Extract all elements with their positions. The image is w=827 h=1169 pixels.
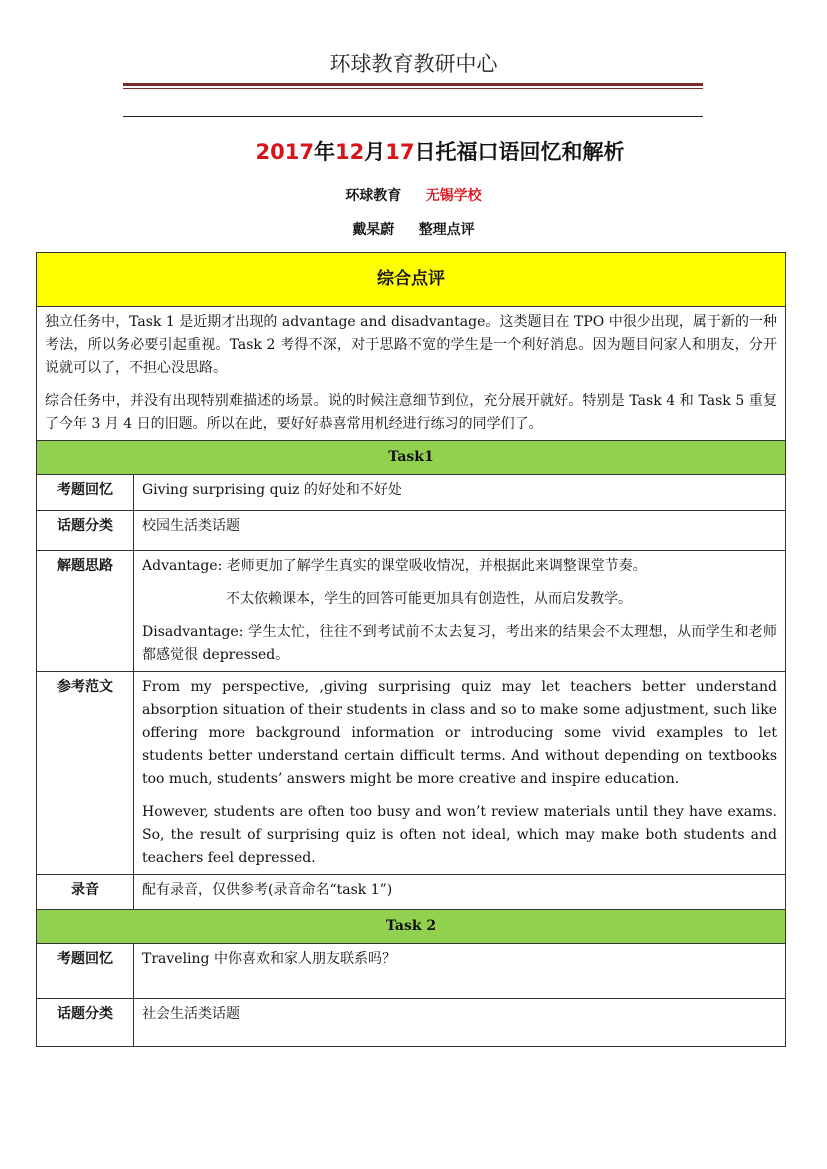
advantage-2: 不太依赖课本，学生的回答可能更加具有创造性，从而启发教学。 (226, 591, 632, 607)
task1-audio[interactable]: 配有录音，仅供参考(录音命名“task 1”) (134, 875, 786, 910)
label: 录音 (37, 875, 134, 910)
divider (123, 116, 703, 117)
org-name: 环球教育 (345, 188, 402, 204)
author-line (0, 219, 827, 239)
task1-category: 校园生活类话题 (134, 511, 786, 551)
advantage-1: Advantage: 老师更加了解学生真实的课堂吸收情况，并根据此来调整课堂节奏。 (142, 558, 647, 574)
label: 考题回忆 (37, 475, 134, 511)
task2-category: 社会生活类话题 (134, 999, 786, 1047)
label: 考题回忆 (37, 944, 134, 999)
label: 参考范文 (37, 672, 134, 875)
author-role: 整理点评 (418, 222, 475, 238)
task2-heading: Task 2 (37, 910, 786, 944)
analysis-table (36, 252, 786, 1047)
title-day: 17 (385, 140, 415, 164)
label: 解题思路 (37, 551, 134, 672)
summary-paragraph: 独立任务中，Task 1 是近期才出现的 advantage and disadvantage。这类题目在 TPO 中很少出现，属于新的一种考法，所以务必要引起重视。Task 2 考得不深，对于思路不宽的学生是一个利好消息。因为题目问家人和朋友，分开说就可以了，不担心没思路。 (45, 314, 777, 376)
label: 话题分类 (37, 511, 134, 551)
task1-recall: Giving surprising quiz 的好处和不好处 (134, 475, 786, 511)
sample-paragraph: From my perspective, ,giving surprising quiz may let teachers better understand absorption situation of their students in class and so to make some adjustment, such like offering more background information or introducing some vivid examples to let students better understand certain difficult terms. And without depending on textbooks too much, students’ answers might be more creative and inspire education. (142, 679, 777, 787)
task1-sample (134, 672, 786, 875)
header-divider-secondary (123, 88, 703, 89)
summary-cell (37, 307, 786, 441)
summary-heading: 综合点评 (37, 253, 786, 307)
task1-approach (134, 551, 786, 672)
title-month: 12 (334, 140, 365, 164)
task2-recall: Traveling 中你喜欢和家人朋友联系吗？ (134, 944, 786, 999)
label: 话题分类 (37, 999, 134, 1047)
task1-heading: Task1 (37, 441, 786, 475)
page-header: 环球教育教研中心 (329, 52, 498, 76)
disadvantage: Disadvantage: 学生太忙，往往不到考试前不太去复习，考出来的结果会不太理想，从而学生和老师都感觉很 depressed。 (142, 624, 777, 663)
title-part: 年 (313, 140, 335, 164)
title-year: 2017 (255, 140, 314, 164)
summary-paragraph: 综合任务中，并没有出现特别难描述的场景。说的时候注意细节到位，充分展开就好。特别是 Task 4 和 Task 5 重复了今年 3 月 4 日的旧题。所以在此，要好好恭喜常用机经进行练习的同学们了。 (45, 393, 777, 432)
school-name: 无锡学校 (425, 188, 482, 204)
org-line (0, 185, 827, 205)
author-name: 戴杲蔚 (352, 222, 395, 238)
title-part: 日托福口语回忆和解析 (414, 140, 625, 164)
title-part: 月 (364, 140, 386, 164)
header-divider (123, 83, 703, 86)
sample-paragraph: However, students are often too busy and won’t review materials until they have exams. So, the result of surprising quiz is often not ideal, which may make both students and teachers feel depressed. (142, 804, 777, 866)
document-title (0, 136, 827, 166)
